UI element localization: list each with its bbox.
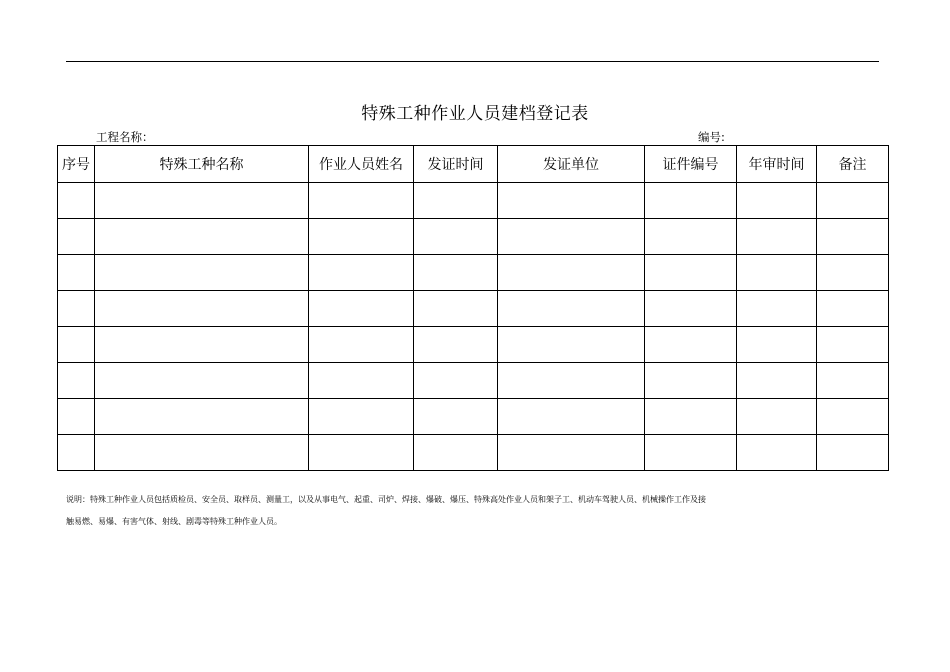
table-cell[interactable]: [95, 219, 309, 255]
column-header-index: 序号: [58, 146, 95, 183]
table-cell[interactable]: [498, 291, 645, 327]
table-cell[interactable]: [737, 399, 817, 435]
table-cell[interactable]: [817, 183, 889, 219]
table-cell[interactable]: [414, 363, 498, 399]
table-cell[interactable]: [498, 363, 645, 399]
table-cell[interactable]: [414, 219, 498, 255]
table-cell[interactable]: [498, 183, 645, 219]
document-title: 特殊工种作业人员建档登记表: [361, 104, 589, 124]
table-cell[interactable]: [309, 291, 414, 327]
table-row: [58, 363, 889, 399]
table-cell[interactable]: [309, 435, 414, 471]
table-row: [58, 435, 889, 471]
table-cell[interactable]: [498, 255, 645, 291]
registration-table: [57, 145, 889, 471]
table-cell[interactable]: [737, 183, 817, 219]
table-cell[interactable]: [817, 327, 889, 363]
table-cell[interactable]: [95, 291, 309, 327]
table-cell[interactable]: [95, 399, 309, 435]
table-cell[interactable]: [414, 435, 498, 471]
column-header-certificate-number: 证件编号: [645, 146, 737, 183]
table-cell[interactable]: [645, 399, 737, 435]
table-cell[interactable]: [737, 219, 817, 255]
project-name-label: 工程名称：: [96, 130, 154, 144]
table-cell[interactable]: [309, 255, 414, 291]
table-row: [58, 291, 889, 327]
table-cell[interactable]: [645, 435, 737, 471]
table-cell[interactable]: [817, 363, 889, 399]
table-row: [58, 327, 889, 363]
table-body: [58, 183, 889, 471]
table-cell[interactable]: [498, 219, 645, 255]
table-cell[interactable]: [309, 219, 414, 255]
table-cell[interactable]: [737, 435, 817, 471]
table-cell[interactable]: [645, 219, 737, 255]
table-cell[interactable]: [58, 363, 95, 399]
table-cell[interactable]: [95, 183, 309, 219]
table-header-row: [58, 146, 889, 183]
table-cell[interactable]: [498, 327, 645, 363]
table-cell[interactable]: [817, 399, 889, 435]
table-cell[interactable]: [414, 291, 498, 327]
table-cell[interactable]: [58, 399, 95, 435]
table-row: [58, 183, 889, 219]
table-cell[interactable]: [498, 399, 645, 435]
table-cell[interactable]: [737, 255, 817, 291]
table-cell[interactable]: [58, 255, 95, 291]
column-header-issuing-authority: 发证单位: [498, 146, 645, 183]
table-cell[interactable]: [414, 399, 498, 435]
document-number-label: 编号:: [698, 130, 725, 144]
table-cell[interactable]: [645, 291, 737, 327]
header-rule: [66, 61, 879, 62]
table-cell[interactable]: [645, 255, 737, 291]
table-cell[interactable]: [58, 435, 95, 471]
table-row: [58, 255, 889, 291]
table-cell[interactable]: [58, 219, 95, 255]
table-cell[interactable]: [58, 291, 95, 327]
column-header-trade-name: 特殊工种名称: [95, 146, 309, 183]
table-row: [58, 219, 889, 255]
table-cell[interactable]: [58, 327, 95, 363]
table-cell[interactable]: [645, 363, 737, 399]
table-cell[interactable]: [414, 327, 498, 363]
column-header-issue-date: 发证时间: [414, 146, 498, 183]
table-cell[interactable]: [95, 363, 309, 399]
table-cell[interactable]: [817, 435, 889, 471]
table-cell[interactable]: [309, 327, 414, 363]
column-header-remarks: 备注: [817, 146, 889, 183]
table-cell[interactable]: [414, 255, 498, 291]
note-line-1: 说明：特殊工种作业人员包括质检员、安全员、取样员、测量工，以及从事电气、起重、司炉、焊接、爆破、爆压、特殊高处作业人员和架子工、机动车驾驶人员、机械操作工作及接: [66, 495, 706, 504]
column-header-annual-review-date: 年审时间: [737, 146, 817, 183]
table-cell[interactable]: [95, 255, 309, 291]
table-cell[interactable]: [309, 183, 414, 219]
table-cell[interactable]: [309, 399, 414, 435]
table-cell[interactable]: [737, 327, 817, 363]
table-cell[interactable]: [817, 291, 889, 327]
table-row: [58, 399, 889, 435]
column-header-worker-name: 作业人员姓名: [309, 146, 414, 183]
table-cell[interactable]: [817, 255, 889, 291]
table-cell[interactable]: [414, 183, 498, 219]
table-cell[interactable]: [95, 327, 309, 363]
table-cell[interactable]: [498, 435, 645, 471]
table-cell[interactable]: [645, 183, 737, 219]
table-cell[interactable]: [817, 219, 889, 255]
table-cell[interactable]: [309, 363, 414, 399]
table-cell[interactable]: [737, 363, 817, 399]
table-cell[interactable]: [645, 327, 737, 363]
table-cell[interactable]: [737, 291, 817, 327]
note-line-2: 触易燃、易爆、有害气体、射线、剧毒等特殊工种作业人员。: [66, 517, 282, 526]
table-cell[interactable]: [58, 183, 95, 219]
table-cell[interactable]: [95, 435, 309, 471]
